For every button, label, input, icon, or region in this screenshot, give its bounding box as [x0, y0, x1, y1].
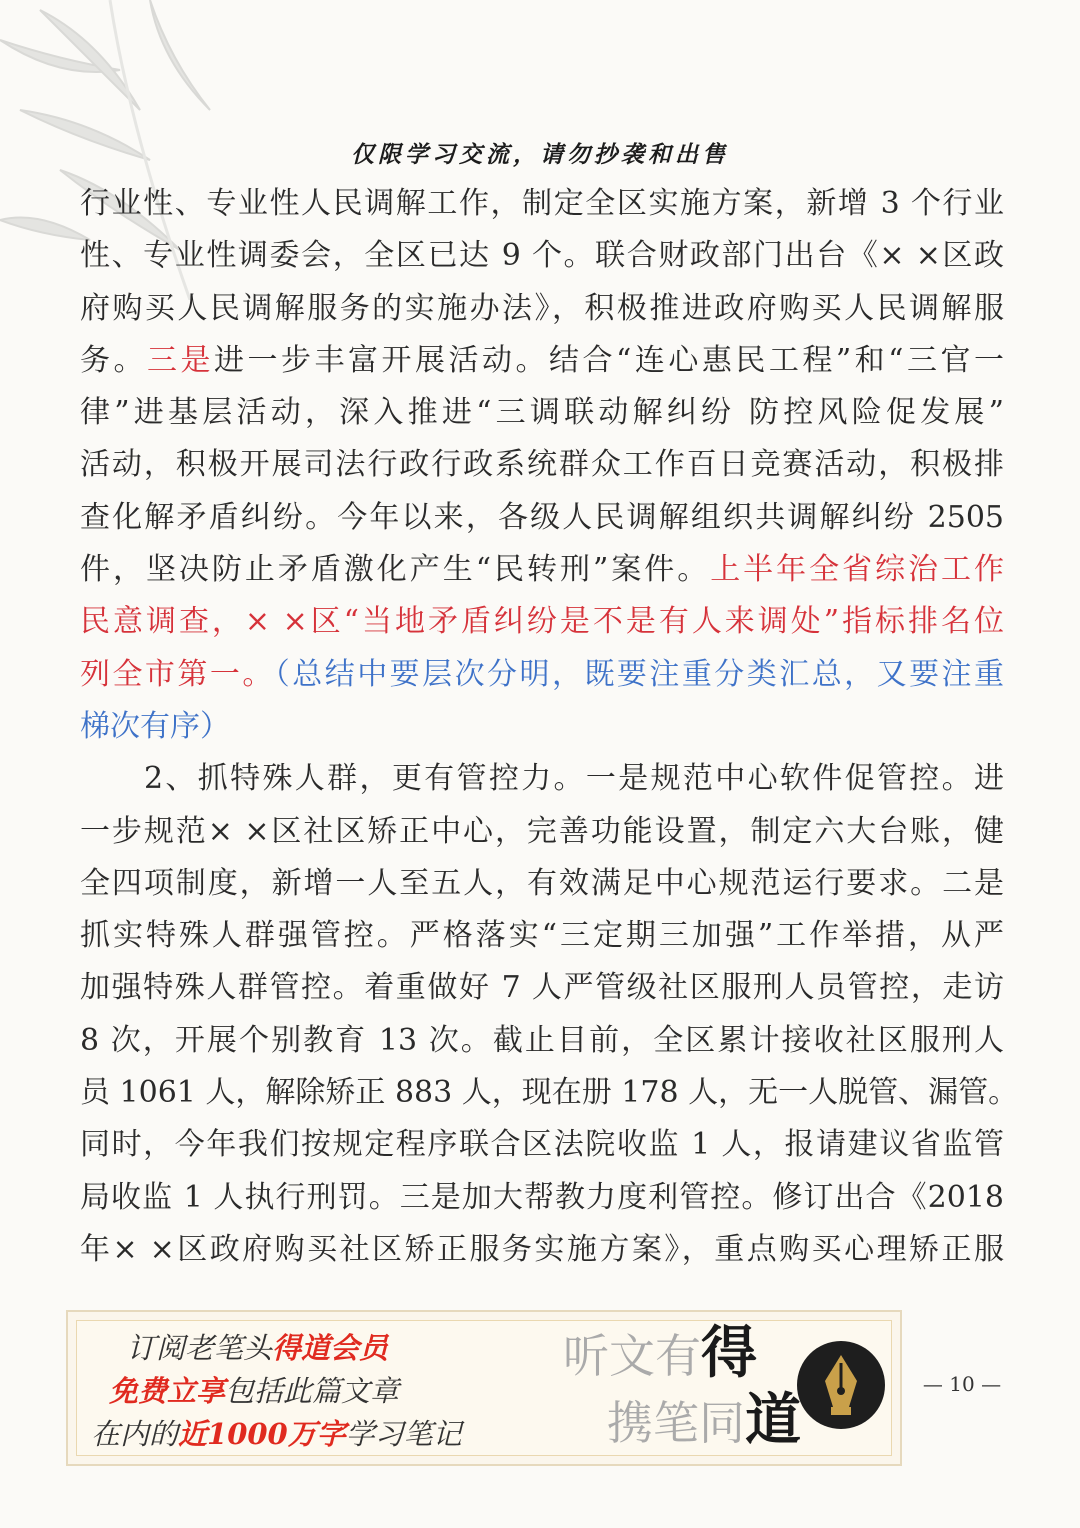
text-line: 全四项制度，新增一人至五人，有效满足中心规范运行要求。二是: [80, 865, 1004, 901]
slogan-highlight: 得: [701, 1320, 757, 1386]
promo-line: [91, 1327, 462, 1370]
slogan-highlight: 道: [745, 1387, 801, 1453]
text-line: 同时，今年我们按规定程序联合区法院收监 1 人，报请建议省监管: [80, 1127, 1004, 1163]
pen-nib-logo-icon: [797, 1341, 885, 1429]
annotation-blue-line: 梯次有序）: [80, 708, 230, 744]
text-segment: 进一步丰富开展活动。结合“连心惠民工程”和“三官一: [214, 342, 1004, 378]
slogan-segment: 听文有: [563, 1329, 701, 1383]
promo-highlight: 近1000万字: [178, 1417, 346, 1451]
banner-frame: [76, 1320, 892, 1456]
slogan: [547, 1321, 801, 1455]
promo-line: [91, 1413, 462, 1456]
text-line: [80, 544, 1004, 596]
promo-segment: 订阅老笔头: [127, 1331, 273, 1365]
promo-line: [91, 1370, 462, 1413]
slogan-line: [547, 1321, 801, 1388]
header-notice: 仅限学习交流，请勿抄袭和出售: [351, 141, 729, 168]
text-segment: 务。: [80, 342, 147, 378]
text-line: 律”进基层活动，深入推进“三调联动解纠纷 防控风险促发展”: [80, 395, 1004, 431]
highlight-red: 上半年全省综治工作: [710, 552, 1004, 588]
text-line: 性、专业性调委会，全区已达 9 个。联合财政部门出台《× ×区政: [80, 238, 1004, 274]
promo-highlight: 得道会员: [272, 1331, 389, 1365]
text-line: 府购买人民调解服务的实施办法》，积极推进政府购买人民调解服: [80, 290, 1004, 326]
promo-segment: 学习笔记: [345, 1417, 462, 1451]
text-segment: 件，坚决防止矛盾激化产生“民转刑”案件。: [80, 552, 711, 588]
text-line: 抓实特殊人群强管控。严格落实“三定期三加强”工作举措，从严: [80, 918, 1004, 954]
body-text: [80, 178, 1019, 1276]
text-line: [80, 649, 1004, 701]
text-line: 局收监 1 人执行刑罚。三是加大帮教力度利管控。修订出合《2018: [80, 1179, 1004, 1215]
slogan-segment: 携笔同: [607, 1396, 745, 1450]
text-line: [80, 335, 1004, 387]
text-line: 2、抓特殊人群，更有管控力。一是规范中心软件促管控。进: [144, 761, 1004, 797]
highlight-red-line: 民意调查，× ×区“当地矛盾纠纷是不是有人来调处”指标排名位: [80, 604, 1004, 640]
annotation-blue: （总结中要层次分明，既要注重分类汇总，又要注重: [274, 656, 1005, 692]
text-line: 加强特殊人群管控。着重做好 7 人严管级社区服刑人员管控，走访: [80, 970, 1004, 1006]
text-line: 8 次，开展个别教育 13 次。截止目前，全区累计接收社区服刑人: [80, 1022, 1004, 1058]
text-line: 一步规范× ×区社区矫正中心，完善功能设置，制定六大台账，健: [80, 813, 1004, 849]
text-line: 行业性、专业性人民调解工作，制定全区实施方案，新增 3 个行业: [80, 186, 1004, 221]
highlight-red: 列全市第一。: [80, 656, 275, 692]
promo-highlight: 免费立享: [109, 1374, 226, 1408]
text-line: 查化解矛盾纠纷。今年以来，各级人民调解组织共调解纠纷 2505: [80, 499, 1004, 535]
page-number: — 10 —: [922, 1372, 1002, 1396]
promo-text: [91, 1327, 462, 1456]
text-line: 活动，积极开展司法行政行政系统群众工作百日竞赛活动，积极排: [80, 447, 1004, 483]
subscription-banner[interactable]: [66, 1310, 902, 1466]
promo-segment: 在内的: [91, 1417, 179, 1451]
highlight-red: 三是: [147, 342, 214, 378]
text-line: 员 1061 人，解除矫正 883 人，现在册 178 人，无一人脱管、漏管。: [80, 1075, 1019, 1111]
slogan-line: [547, 1388, 801, 1455]
promo-segment: 包括此篇文章: [225, 1374, 400, 1408]
text-line: 年× ×区政府购买社区矫正服务实施方案》，重点购买心理矫正服: [80, 1231, 1004, 1267]
